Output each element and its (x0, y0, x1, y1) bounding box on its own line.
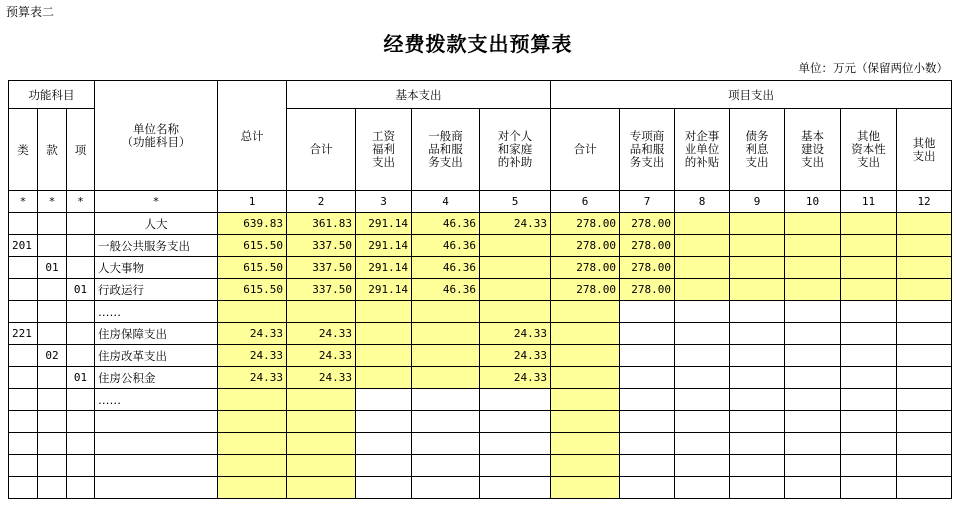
row-value (287, 389, 356, 411)
table-row (9, 345, 952, 367)
row-value (897, 367, 952, 389)
row-value (841, 345, 897, 367)
row-value (730, 367, 785, 389)
index-row (9, 191, 952, 213)
row-xiang (67, 411, 95, 433)
row-value (551, 477, 620, 499)
row-xiang (67, 323, 95, 345)
row-value (730, 279, 785, 301)
index-number: 8 (675, 191, 730, 213)
row-value (897, 477, 952, 499)
row-xiang (67, 389, 95, 411)
index-number: 7 (620, 191, 675, 213)
row-value (675, 279, 730, 301)
row-value (412, 477, 480, 499)
index-number: 5 (480, 191, 551, 213)
row-value (841, 411, 897, 433)
index-number: 3 (356, 191, 412, 213)
row-value (287, 455, 356, 477)
header-project-col: 其他 支出 (897, 109, 952, 191)
row-value (620, 345, 675, 367)
row-xiang (67, 257, 95, 279)
row-value (412, 323, 480, 345)
row-unit-name (95, 477, 218, 499)
row-value (675, 323, 730, 345)
row-value (675, 213, 730, 235)
row-xiang: 01 (67, 279, 95, 301)
row-value: 337.50 (287, 235, 356, 257)
row-value: 24.33 (287, 323, 356, 345)
row-value: 24.33 (218, 367, 287, 389)
row-value (356, 323, 412, 345)
row-value (412, 455, 480, 477)
row-value (785, 301, 841, 323)
row-value: 291.14 (356, 213, 412, 235)
header-total: 总计 (218, 81, 287, 191)
row-value (730, 455, 785, 477)
row-value: 24.33 (218, 345, 287, 367)
header-basic-col: 对个人 和家庭 的补助 (480, 109, 551, 191)
table-row (9, 257, 952, 279)
row-value (287, 477, 356, 499)
header-project-col: 专项商 品和服 务支出 (620, 109, 675, 191)
row-xiang: 01 (67, 367, 95, 389)
row-value (675, 477, 730, 499)
row-value (620, 389, 675, 411)
row-unit-name: 人大 (95, 213, 218, 235)
row-value (675, 367, 730, 389)
row-kuan (38, 477, 67, 499)
row-value (675, 455, 730, 477)
row-lei (9, 301, 38, 323)
row-value (730, 323, 785, 345)
table-row (9, 213, 952, 235)
table-row (9, 389, 952, 411)
row-value: 278.00 (620, 257, 675, 279)
row-unit-name (95, 433, 218, 455)
row-value (218, 389, 287, 411)
row-value (412, 345, 480, 367)
row-value (897, 279, 952, 301)
row-value (841, 389, 897, 411)
row-lei (9, 345, 38, 367)
row-kuan (38, 323, 67, 345)
row-value (897, 389, 952, 411)
index-number: 6 (551, 191, 620, 213)
row-value: 46.36 (412, 235, 480, 257)
row-kuan (38, 235, 67, 257)
row-value (480, 301, 551, 323)
table-row (9, 301, 952, 323)
row-unit-name: 住房改革支出 (95, 345, 218, 367)
row-value (551, 345, 620, 367)
row-value (480, 477, 551, 499)
row-value (730, 213, 785, 235)
row-value (841, 477, 897, 499)
row-kuan (38, 213, 67, 235)
index-mark: * (95, 191, 218, 213)
row-value: 24.33 (287, 345, 356, 367)
row-value (412, 433, 480, 455)
header-row-top (9, 81, 952, 109)
document-title: 经费拨款支出预算表 (383, 32, 573, 56)
row-value (218, 433, 287, 455)
row-value: 24.33 (287, 367, 356, 389)
row-value: 278.00 (551, 257, 620, 279)
header-basic-col: 合计 (287, 109, 356, 191)
row-value (785, 433, 841, 455)
row-value (620, 433, 675, 455)
row-value (480, 279, 551, 301)
table-row (9, 235, 952, 257)
unit-note: 单位：万元（保留两位小数） (798, 61, 948, 75)
row-value (551, 389, 620, 411)
row-value (551, 323, 620, 345)
row-value (551, 367, 620, 389)
row-value (841, 433, 897, 455)
table-row (9, 477, 952, 499)
row-value: 24.33 (480, 323, 551, 345)
header-project-col: 基本 建设 支出 (785, 109, 841, 191)
row-value (412, 411, 480, 433)
row-value (897, 213, 952, 235)
row-value (675, 257, 730, 279)
row-value (551, 433, 620, 455)
row-value (675, 345, 730, 367)
row-value (356, 455, 412, 477)
row-value (730, 433, 785, 455)
row-value: 24.33 (218, 323, 287, 345)
row-xiang (67, 235, 95, 257)
row-kuan (38, 301, 67, 323)
row-value: 46.36 (412, 257, 480, 279)
row-value: 361.83 (287, 213, 356, 235)
row-value (620, 367, 675, 389)
index-number: 12 (897, 191, 952, 213)
budget-table (8, 80, 952, 499)
row-value: 278.00 (551, 235, 620, 257)
row-value (551, 301, 620, 323)
row-value (730, 345, 785, 367)
row-value (730, 235, 785, 257)
row-unit-name: 一般公共服务支出 (95, 235, 218, 257)
row-value (356, 367, 412, 389)
row-value (620, 323, 675, 345)
index-mark: * (67, 191, 95, 213)
row-value (218, 411, 287, 433)
row-value (412, 367, 480, 389)
row-value (730, 477, 785, 499)
header-basic-col: 一般商 品和服 务支出 (412, 109, 480, 191)
row-value (841, 235, 897, 257)
header-kuan: 款 (38, 109, 67, 191)
row-value: 615.50 (218, 257, 287, 279)
row-value (480, 235, 551, 257)
row-value (841, 257, 897, 279)
header-project-expenditure: 项目支出 (551, 81, 952, 109)
row-unit-name: 行政运行 (95, 279, 218, 301)
row-value (218, 477, 287, 499)
index-number: 2 (287, 191, 356, 213)
row-unit-name: 住房公积金 (95, 367, 218, 389)
row-value (620, 477, 675, 499)
row-kuan (38, 279, 67, 301)
row-value (841, 323, 897, 345)
row-value (551, 455, 620, 477)
row-xiang (67, 345, 95, 367)
index-mark: * (9, 191, 38, 213)
row-lei (9, 279, 38, 301)
row-kuan: 01 (38, 257, 67, 279)
row-value: 278.00 (620, 235, 675, 257)
row-value (897, 411, 952, 433)
row-value: 291.14 (356, 257, 412, 279)
row-value (218, 455, 287, 477)
row-xiang (67, 213, 95, 235)
row-value: 278.00 (551, 279, 620, 301)
row-value: 291.14 (356, 235, 412, 257)
row-xiang (67, 433, 95, 455)
table-row (9, 455, 952, 477)
row-value: 24.33 (480, 345, 551, 367)
row-value (356, 345, 412, 367)
row-value (675, 389, 730, 411)
header-basic-col: 工资 福利 支出 (356, 109, 412, 191)
row-lei (9, 389, 38, 411)
row-value (841, 279, 897, 301)
index-number: 1 (218, 191, 287, 213)
row-unit-name: …… (95, 389, 218, 411)
row-value (356, 433, 412, 455)
row-lei: 201 (9, 235, 38, 257)
row-kuan: 02 (38, 345, 67, 367)
header-unit-name: 单位名称 （功能科目） (95, 81, 218, 191)
index-number: 4 (412, 191, 480, 213)
row-value (218, 301, 287, 323)
row-unit-name (95, 455, 218, 477)
row-value: 46.36 (412, 279, 480, 301)
row-value: 46.36 (412, 213, 480, 235)
row-value (897, 301, 952, 323)
row-value (897, 257, 952, 279)
row-value (356, 411, 412, 433)
row-value (897, 323, 952, 345)
row-unit-name (95, 411, 218, 433)
row-value: 337.50 (287, 257, 356, 279)
row-kuan (38, 433, 67, 455)
row-value (897, 455, 952, 477)
row-lei (9, 433, 38, 455)
index-number: 10 (785, 191, 841, 213)
row-value (287, 411, 356, 433)
table-row (9, 323, 952, 345)
row-value (730, 257, 785, 279)
row-value (620, 301, 675, 323)
row-value (412, 301, 480, 323)
row-value: 291.14 (356, 279, 412, 301)
row-value (785, 235, 841, 257)
header-xiang: 项 (67, 109, 95, 191)
row-value (675, 235, 730, 257)
row-value (730, 301, 785, 323)
row-value: 337.50 (287, 279, 356, 301)
row-value (287, 301, 356, 323)
row-value (480, 411, 551, 433)
header-project-col: 其他 资本性 支出 (841, 109, 897, 191)
row-value (356, 389, 412, 411)
table-row (9, 433, 952, 455)
table-body (9, 81, 952, 499)
row-value (785, 257, 841, 279)
row-value (785, 213, 841, 235)
row-value (730, 411, 785, 433)
row-value: 24.33 (480, 367, 551, 389)
table-row (9, 279, 952, 301)
row-value: 278.00 (620, 279, 675, 301)
row-value: 639.83 (218, 213, 287, 235)
row-value (480, 433, 551, 455)
row-unit-name: …… (95, 301, 218, 323)
row-value (785, 345, 841, 367)
row-value (897, 433, 952, 455)
row-unit-name: 人大事物 (95, 257, 218, 279)
row-value (730, 389, 785, 411)
row-value (841, 367, 897, 389)
index-number: 11 (841, 191, 897, 213)
row-value (785, 389, 841, 411)
header-project-col: 债务 利息 支出 (730, 109, 785, 191)
index-mark: * (38, 191, 67, 213)
row-value: 24.33 (480, 213, 551, 235)
header-lei: 类 (9, 109, 38, 191)
row-value (356, 477, 412, 499)
row-value (785, 411, 841, 433)
row-xiang (67, 455, 95, 477)
row-value (785, 455, 841, 477)
index-number: 9 (730, 191, 785, 213)
row-value (620, 455, 675, 477)
row-value (841, 213, 897, 235)
table-row (9, 411, 952, 433)
row-lei: 221 (9, 323, 38, 345)
row-value (480, 257, 551, 279)
row-value (356, 301, 412, 323)
header-func-subject: 功能科目 (9, 81, 95, 109)
row-value (785, 323, 841, 345)
row-value (287, 433, 356, 455)
row-value (675, 411, 730, 433)
header-project-col: 对企事 业单位 的补贴 (675, 109, 730, 191)
row-value (897, 235, 952, 257)
row-kuan (38, 455, 67, 477)
row-value (841, 455, 897, 477)
header-basic-expenditure: 基本支出 (287, 81, 551, 109)
row-value: 615.50 (218, 235, 287, 257)
row-value (551, 411, 620, 433)
row-lei (9, 411, 38, 433)
row-value (675, 433, 730, 455)
row-lei (9, 477, 38, 499)
row-value (841, 301, 897, 323)
document-label: 预算表二 (6, 5, 55, 19)
row-value (785, 477, 841, 499)
row-lei (9, 257, 38, 279)
row-lei (9, 455, 38, 477)
row-kuan (38, 389, 67, 411)
row-kuan (38, 411, 67, 433)
row-value: 615.50 (218, 279, 287, 301)
row-value (897, 345, 952, 367)
row-value (480, 389, 551, 411)
row-lei (9, 367, 38, 389)
row-value (785, 367, 841, 389)
row-value: 278.00 (551, 213, 620, 235)
row-value (785, 279, 841, 301)
row-value (480, 455, 551, 477)
table-row (9, 367, 952, 389)
row-xiang (67, 301, 95, 323)
row-value (412, 389, 480, 411)
row-unit-name: 住房保障支出 (95, 323, 218, 345)
row-value (675, 301, 730, 323)
row-value: 278.00 (620, 213, 675, 235)
row-kuan (38, 367, 67, 389)
row-xiang (67, 477, 95, 499)
header-project-col: 合计 (551, 109, 620, 191)
row-lei (9, 213, 38, 235)
row-value (620, 411, 675, 433)
